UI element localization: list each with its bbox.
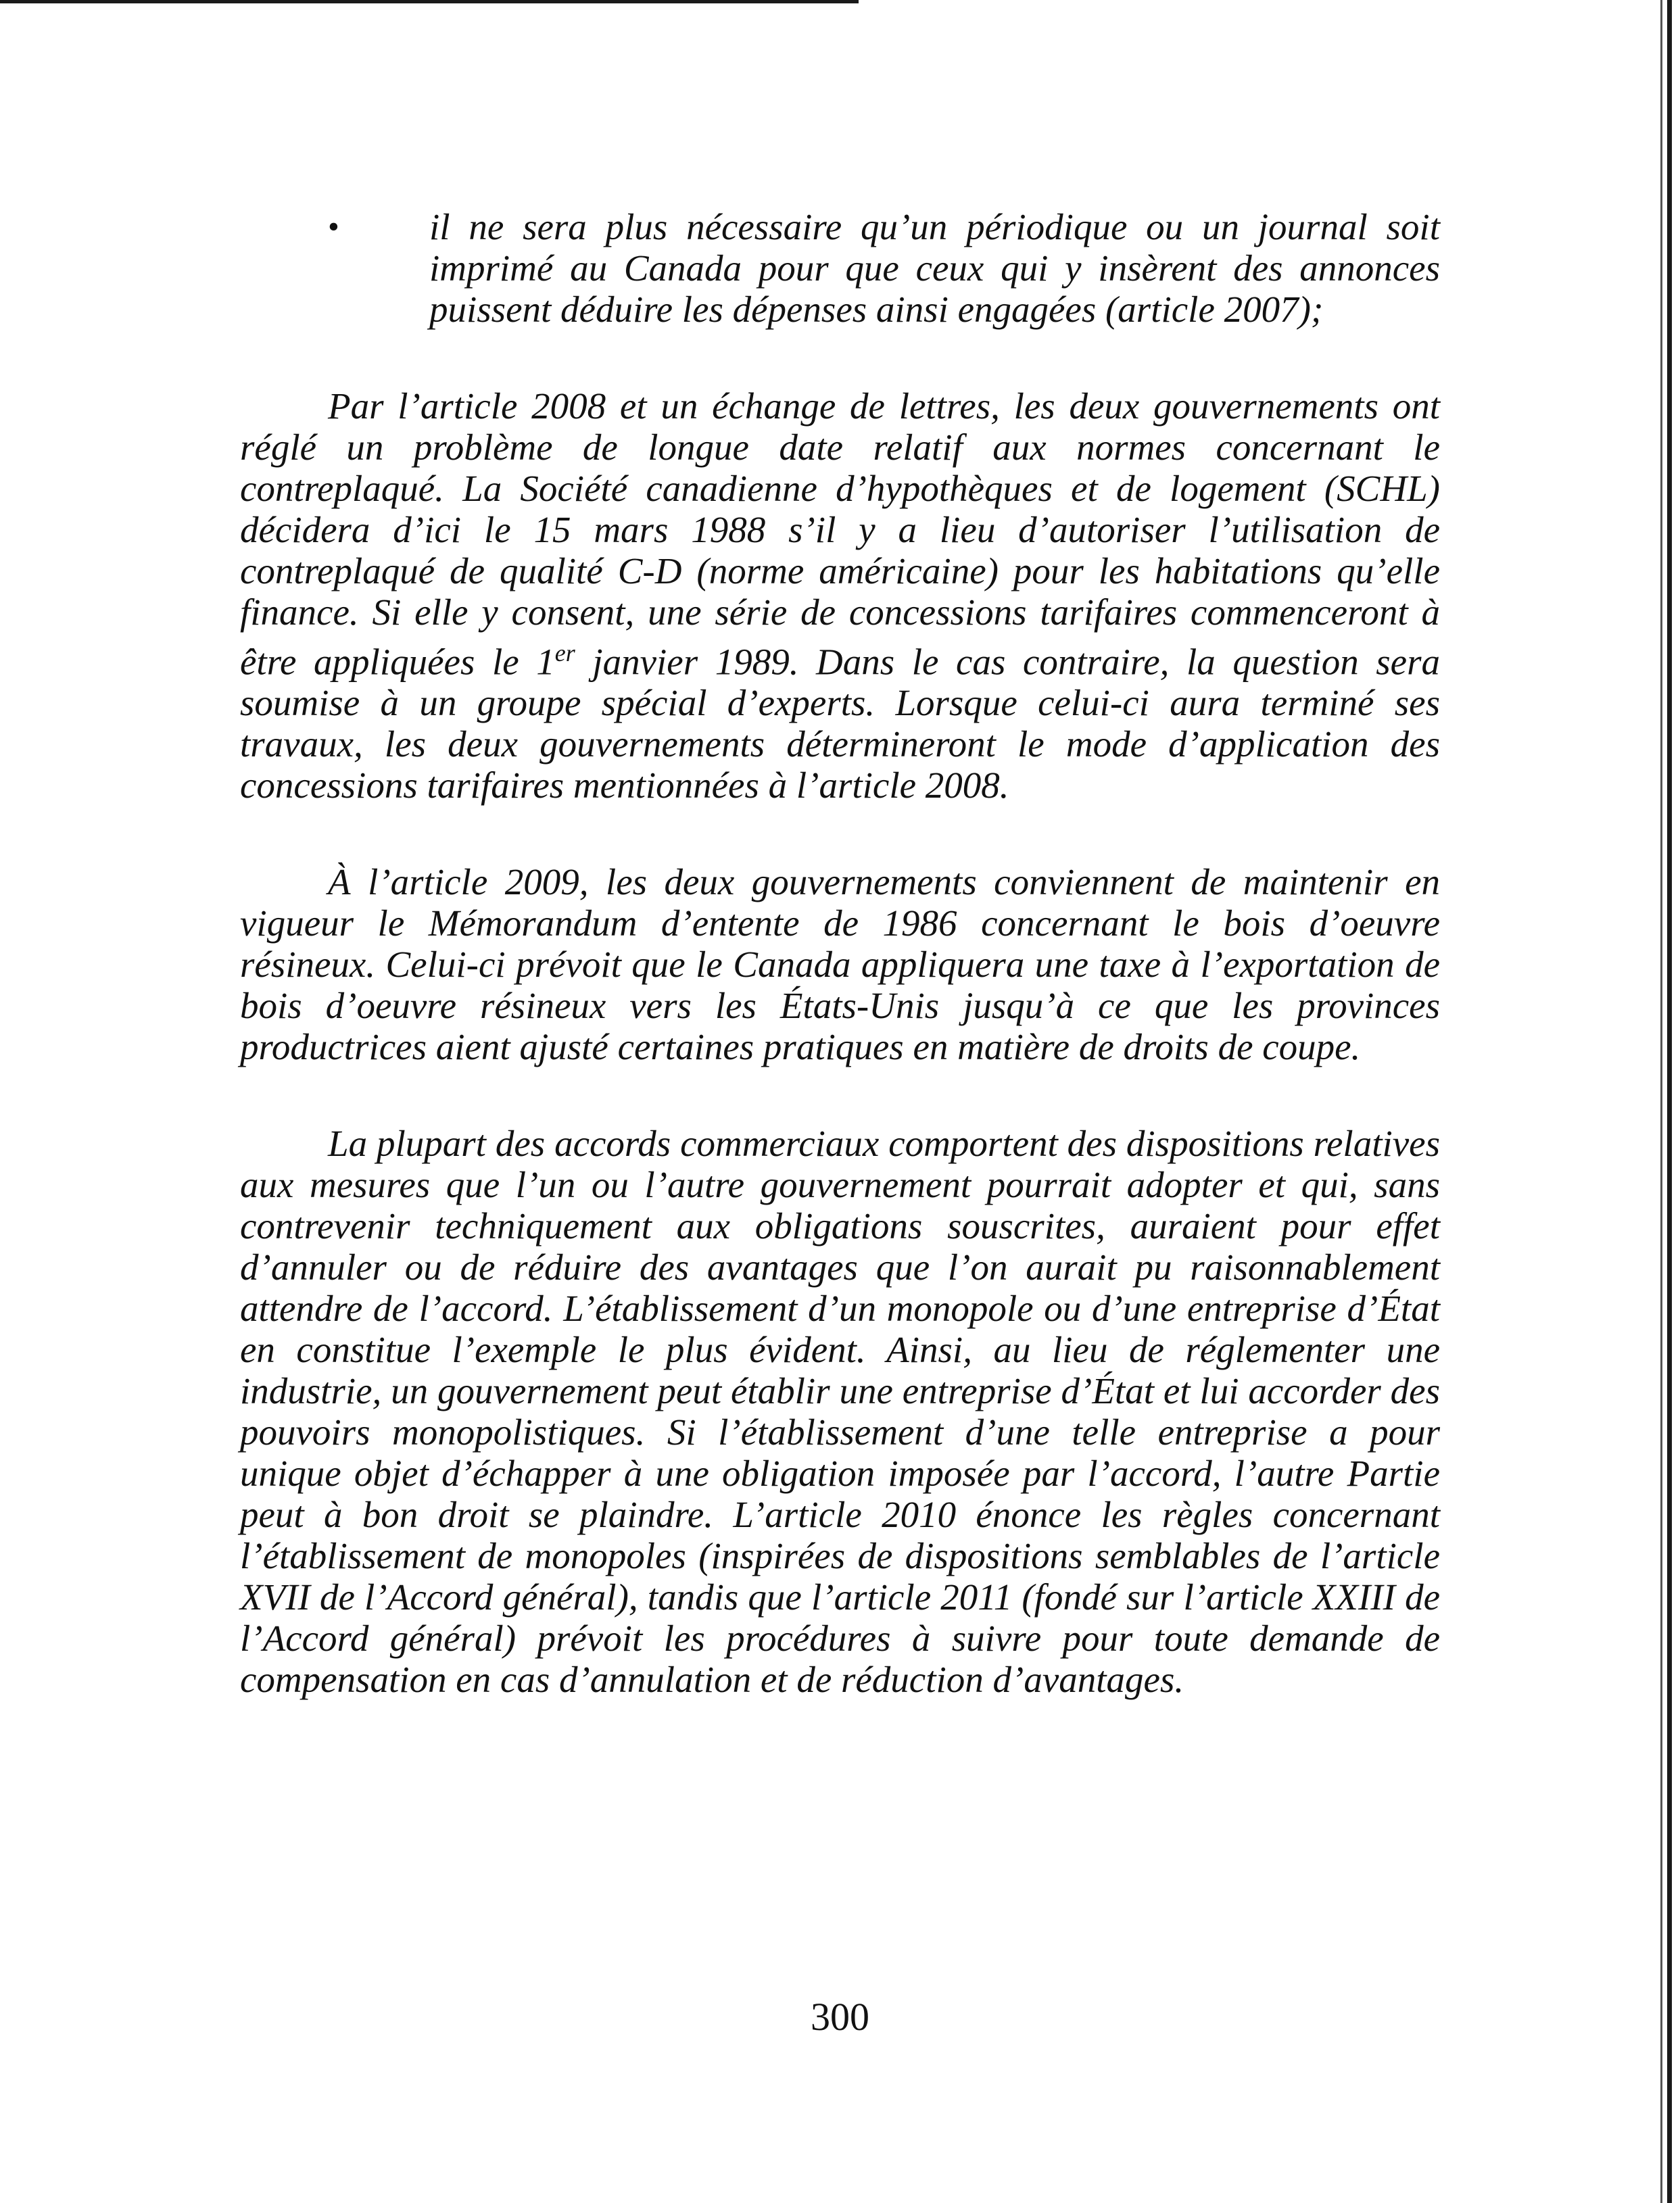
page-body bbox=[240, 206, 1440, 1756]
superscript-er: er bbox=[554, 639, 575, 667]
paragraph-text-part: Par l’article 2008 et un échange de lettres, les deux gouvernements ont réglé un problème de longue date relatif aux normes concernant le contreplaqué. La Société canadienne d’hypothèques et de logement (SCHL) décidera d’ici le 15 mars 1988 s’il y a lieu d’autoriser l’utilisation de contreplaqué de qualité C-D (norme américaine) pour les habitations qu’elle finance. Si elle y consent, une série de concessions tarifaires commenceront à être appliquées le 1 bbox=[240, 385, 1440, 683]
scan-top-rule bbox=[0, 0, 859, 3]
bullet-mark: • bbox=[328, 209, 339, 245]
paragraph-article-2009: À l’article 2009, les deux gouvernements conviennent de maintenir en vigueur le Mémorandum d’entente de 1986 concernant le bois d’oeuvre résineux. Celui-ci prévoit que le Canada appliquera une taxe à l’exportation de bois d’oeuvre résineux vers les États-Unis jusqu’à ce que les provinces productrices aient ajusté certaines pratiques en matière de droits de coupe. bbox=[240, 861, 1440, 1068]
page-number: 300 bbox=[811, 1995, 869, 2039]
paragraph-monopoles: La plupart des accords commerciaux comportent des dispositions relatives aux mesures que l’un ou l’autre gouvernement pourrait adopter et qui, sans contrevenir techniquement aux obligations souscrites, auraient pour effet d’annuler ou de réduire des avantages que l’on aurait pu raisonnablement attendre de l’accord. L’établissement d’un monopole ou d’une entreprise d’État en constitue l’exemple le plus évident. Ainsi, au lieu de réglementer une industrie, un gouvernement peut établir une entreprise d’État et lui accorder des pouvoirs monopolistiques. Si l’établissement d’une telle entreprise a pour unique objet d’échapper à une obligation imposée par l’accord, l’autre Partie peut à bon droit se plaindre. L’article 2010 énonce les règles concernant l’établissement de monopoles (inspirées de dispositions semblables de l’article XVII de l’Accord général), tandis que l’article 2011 (fondé sur l’article XXIII de l’Accord général) prévoit les procédures à suivre pour toute demande de compensation en cas d’annulation et de réduction d’avantages. bbox=[240, 1123, 1440, 1701]
paragraph-text-part: janvier 1989. Dans le cas contraire, la question sera soumise à un groupe spécial d’experts. Lorsque celui-ci aura terminé ses travaux, les deux gouvernements détermineront le mode d’application des concessions tarifaires mentionnées à l’article 2008. bbox=[240, 641, 1441, 806]
bullet-item bbox=[328, 206, 1440, 330]
bullet-text: il ne sera plus nécessaire qu’un périodique ou un journal soit imprimé au Canada pour que ceux qui y insèrent des annonces puissent déduire les dépenses ainsi engagées (article 2007); bbox=[429, 206, 1440, 330]
scan-edge-line bbox=[1660, 0, 1662, 2203]
scan-edge-border bbox=[1667, 0, 1672, 2203]
paragraph-article-2008 bbox=[240, 385, 1440, 806]
